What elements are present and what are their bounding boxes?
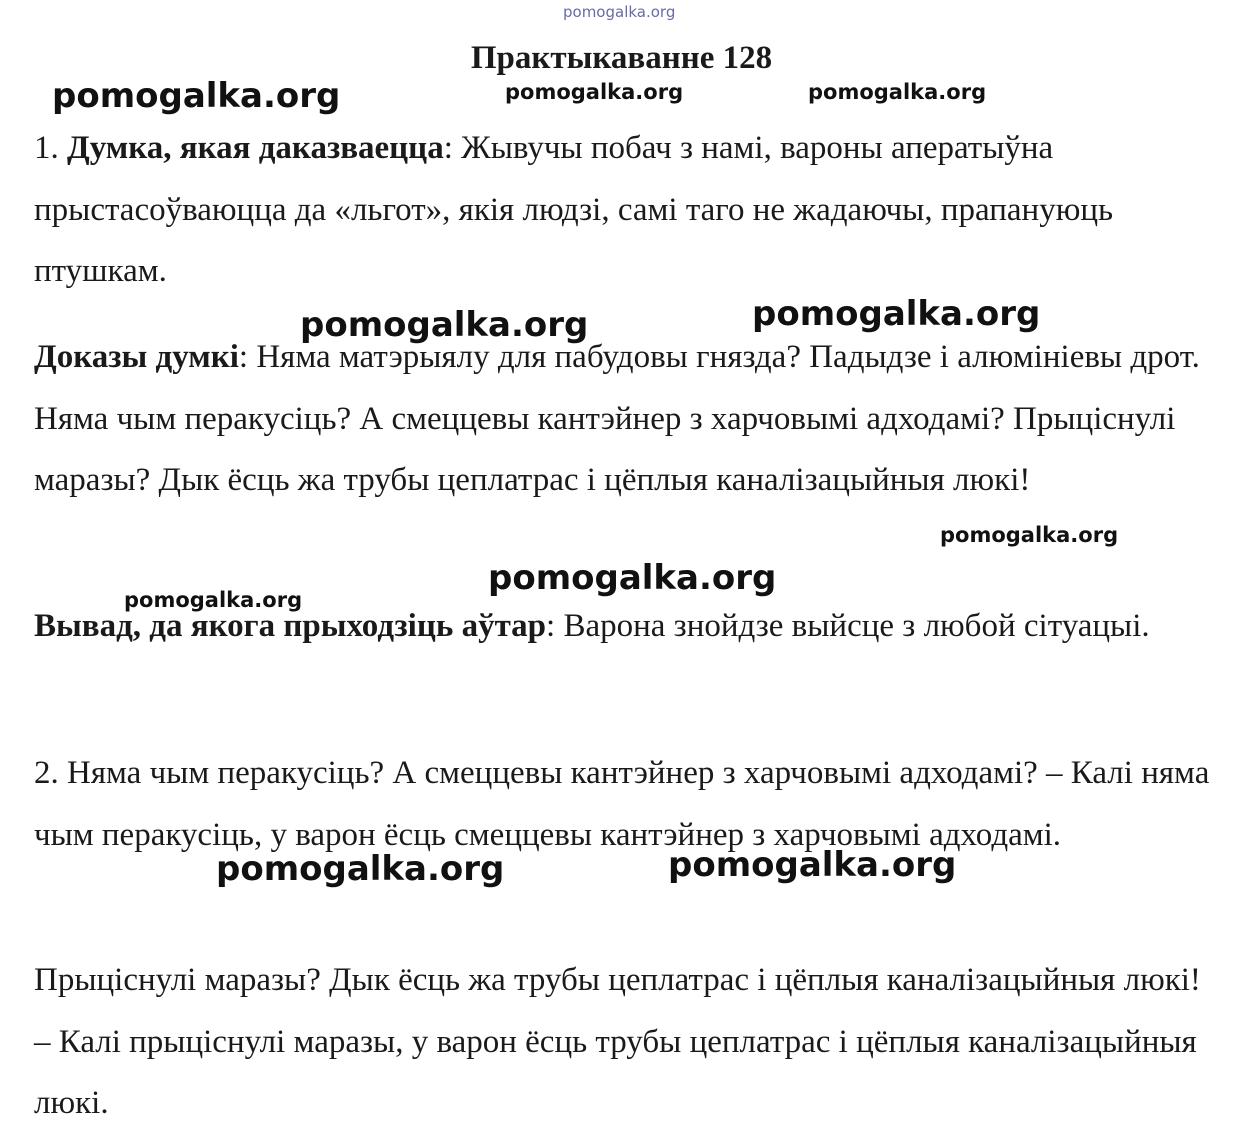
watermark-top: pomogalka.org [563,3,676,21]
paragraph-evidence [34,327,1214,512]
watermark: pomogalka.org [668,845,957,885]
paragraph-answer-2b: Прыцiснулі маразы? Дык ёсць жа трубы цеплатрас і цёплыя каналізацыйныя люкі! – Калі прыцiснулі маразы, у варон ёсць трубы цеплатрас і цёплыя каналізацыйныя люкі. [34,962,1201,1121]
watermark: pomogalka.org [124,588,303,612]
evidence-text: : Няма матэрыялу для пабудовы гнязда? Падыдзе і алюмініевы дрот. Няма чым перакусіць? А смеццевы кантэйнер з харчовымі адходамі? Прыцiснулі маразы? Дык ёсць жа трубы цеплатрас і цёплыя каналізацыйныя люкі! [34,339,1200,498]
watermark: pomogalka.org [505,80,684,104]
watermark: pomogalka.org [752,294,1041,334]
conclusion-label: Вывад, да якога прыходзіць аўтар [34,608,547,644]
watermark: pomogalka.org [808,80,987,104]
evidence-label: Доказы думкі [34,339,239,375]
thesis-text: : Жывучы побач з намі, вароны аператыўна прыстасоўваюцца да «льгот», якія людзі, самі таго не жадаючы, прапануюць птушкам. [34,130,1114,289]
watermark: pomogalka.org [940,523,1119,547]
watermark: pomogalka.org [300,305,589,345]
paragraph-thesis [34,118,1214,303]
page-title: Практыкаванне 128 [470,40,773,76]
conclusion-text: : Варона знойдзе выйсце з любой сітуацыі. [546,608,1150,644]
paragraph-answer-2a: 2. Няма чым перакусіць? А смеццевы кантэйнер з харчовымі адходамі? – Калі няма чым перакусіць, у варон ёсць смеццевы кантэйнер з харчовымі адходамі. [34,755,1210,853]
watermark: pomogalka.org [52,76,341,116]
watermark: pomogalka.org [488,558,777,598]
thesis-label: Думка, якая даказваецца [67,130,444,166]
item-number: 1. [34,130,59,166]
watermark: pomogalka.org [216,849,505,889]
